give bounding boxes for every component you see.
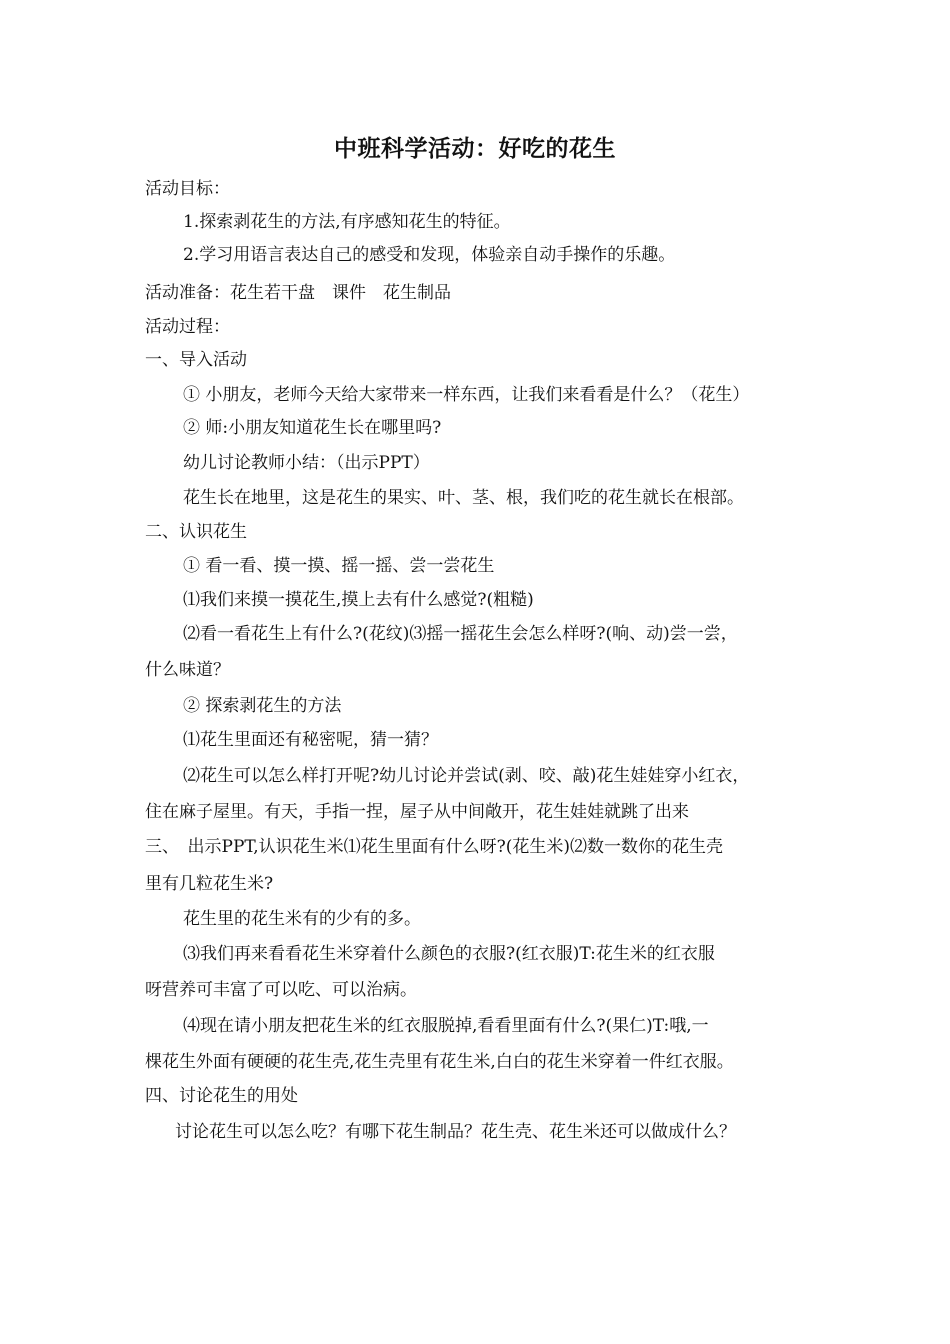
paragraph-line: ⑵花生可以怎么样打开呢?幼儿讨论并尝试(剥、咬、敲)花生娃娃穿小红衣， [183, 766, 750, 786]
paragraph-line: ⑵看一看花生上有什么?(花纹)⑶摇一摇花生会怎么样呀?(响、动)尝一尝， [183, 624, 738, 644]
paragraph-line: 里有几粒花生米? [145, 874, 274, 894]
paragraph-line: ① 看一看、摸一摸、摇一摇、尝一尝花生 [183, 556, 495, 576]
goal-item-1: 1.探索剥花生的方法,有序感知花生的特征。 [183, 212, 511, 232]
step-heading-1: 一、导入活动 [145, 350, 247, 370]
paragraph-line: 住在麻子屋里。有天，手指一捏，屋子从中间敞开，花生娃娃就跳了出来 [145, 802, 689, 822]
paragraph-line: 讨论花生可以怎么吃？有哪下花生制品？花生壳、花生米还可以做成什么？ [175, 1122, 736, 1142]
paragraph-line: 花生里的花生米有的少有的多。 [183, 909, 421, 929]
section-heading-process: 活动过程： [145, 317, 230, 337]
section-heading-goals: 活动目标： [145, 179, 230, 199]
step-heading-4: 四、讨论花生的用处 [145, 1086, 298, 1106]
paragraph-line: 棵花生外面有硬硬的花生壳,花生壳里有花生米,白白的花生米穿着一件红衣服。 [145, 1052, 734, 1072]
step-heading-2: 二、认识花生 [145, 522, 247, 542]
paragraph-line: ⑴花生里面还有秘密呢，猜一猜？ [183, 730, 438, 750]
paragraph-line: ⑴我们来摸一摸花生,摸上去有什么感觉?(粗糙) [183, 590, 534, 610]
document-title: 中班科学活动：好吃的花生 [334, 136, 616, 162]
paragraph-line: ② 探索剥花生的方法 [183, 696, 342, 716]
paragraph-line: ⑶我们再来看看花生米穿着什么颜色的衣服?(红衣服)T:花生米的红衣服 [183, 944, 715, 964]
step-heading-3: 三、 出示PPT,认识花生米⑴花生里面有什么呀?(花生米)⑵数一数你的花生壳 [145, 837, 723, 857]
paragraph-line: ⑷现在请小朋友把花生米的红衣服脱掉,看看里面有什么?(果仁)T:哦,一 [183, 1016, 709, 1036]
paragraph-line: 呀营养可丰富了可以吃、可以治病。 [145, 980, 417, 1000]
paragraph-line: ② 师:小朋友知道花生长在哪里吗? [183, 418, 442, 438]
paragraph-line: 花生长在地里，这是花生的果实、叶、茎、根，我们吃的花生就长在根部。 [183, 488, 744, 508]
paragraph-line: 什么味道？ [145, 660, 230, 680]
paragraph-line: 幼儿讨论教师小结：（出示PPT） [183, 453, 430, 473]
section-heading-preparation: 活动准备：花生若干盘 课件 花生制品 [145, 283, 451, 303]
paragraph-line: ① 小朋友，老师今天给大家带来一样东西，让我们来看看是什么？（花生） [183, 385, 750, 405]
goal-item-2: 2.学习用语言表达自己的感受和发现，体验亲自动手操作的乐趣。 [183, 245, 676, 265]
